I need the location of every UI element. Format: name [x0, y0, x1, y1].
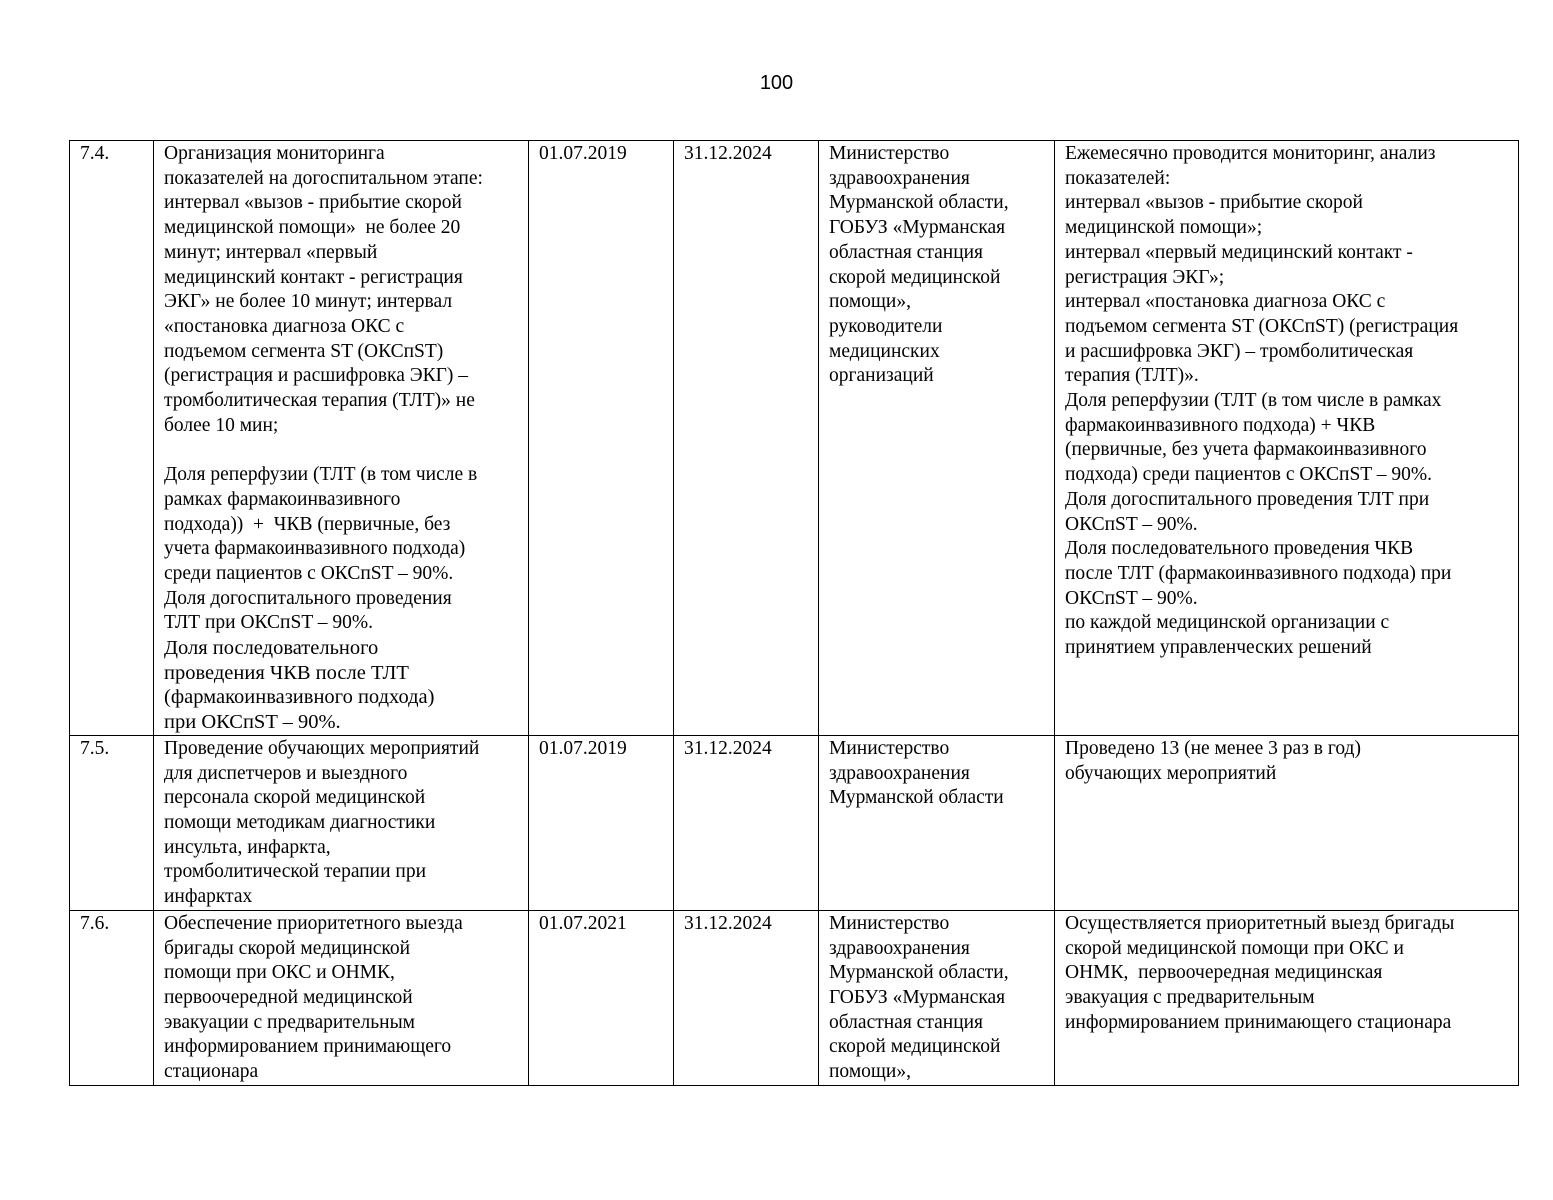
responsible-text: Министерство здравоохранения Мурманской области: [829, 737, 1004, 809]
result-text: Проведено 13 (не менее 3 раз в год) обучающих мероприятий: [1065, 737, 1361, 784]
responsible-cell: [819, 910, 1055, 1085]
end-date: 31.12.2024: [684, 143, 772, 164]
action-text: Обеспечение приоритетного выезда бригады скорой медицинской помощи при ОКС и ОНМК, первоочередной медицинской эвакуации с предварительным информированием принимающего стационара: [164, 912, 463, 1083]
row-number-cell: [70, 141, 154, 736]
row-number: 7.4.: [80, 143, 110, 164]
result-text: Ежемесячно проводится мониторинг, анализ показателей: интервал «вызов - прибытие скорой медицинской помощи»; интервал «первый медицинский контакт - регистрация ЭКГ»; интервал «постановка диагноза ОКС с подъемом сегмента ST (ОКСпST) (регистрация и расшифровка ЭКГ) – тромболитическая терапия (ТЛТ)». Доля реперфузии (ТЛТ (в том числе в рамках фармакоинвазивного подхода) + ЧКВ (первичные, без учета фармакоинвазивного подхода) среди пациентов с ОКСпST – 90%. Доля догоспитального проведения ТЛТ при ОКСпST – 90%. Доля последовательного проведения ЧКВ после ТЛТ (фармакоинвазивного подхода) при ОКСпST – 90%. по каждой медицинской организации с принятием управленческих решений: [1065, 143, 1459, 659]
action-text: Организация мониторинга показателей на догоспитальном этапе: интервал «вызов - прибытие скорой медицинской помощи» не более 20 минут; интервал «первый медицинский контакт - регистрация ЭКГ» не более 10 минут; интервал «постановка диагноза ОКС с подъемом сегмента ST (ОКСпST) (регистрация и расшифровка ЭКГ) – тромболитическая терапия (ТЛТ)» не более 10 мин; Доля реперфузии (ТЛТ (в том числе в рамках фармакоинвазивного подхода)) + ЧКВ (первичные, без учета фармакоинвазивного подхода) среди пациентов с ОКСпST – 90%. Доля догоспитального проведения ТЛТ при ОКСпST – 90%.: [164, 143, 483, 634]
row-number-cell: [70, 910, 154, 1085]
end-date: 31.12.2024: [684, 912, 772, 934]
start-date: 01.07.2019: [539, 737, 627, 759]
end-date-cell: [674, 910, 819, 1085]
responsible-text: Министерство здравоохранения Мурманской области, ГОБУЗ «Мурманская областная станция скорой медицинской помощи»,: [829, 912, 1009, 1083]
end-date-cell: [674, 735, 819, 910]
row-number: 7.6.: [80, 912, 110, 934]
start-date-cell: [529, 910, 674, 1085]
end-date-cell: [674, 141, 819, 736]
table-row: [70, 735, 1519, 910]
action-cell: [154, 141, 529, 736]
responsible-cell: [819, 141, 1055, 736]
result-text: Осуществляется приоритетный выезд бригады скорой медицинской помощи при ОКС и ОНМК, первоочередная медицинская эвакуация с предварительным информированием принимающего стационара: [1065, 912, 1455, 1033]
table-row: [70, 910, 1519, 1085]
row-number: 7.5.: [80, 737, 110, 759]
measures-table: [69, 140, 1519, 1086]
start-date: 01.07.2021: [539, 912, 627, 934]
page-number: 100: [759, 72, 794, 94]
action-cell: [154, 910, 529, 1085]
table-row: [70, 141, 1519, 736]
responsible-cell: [819, 735, 1055, 910]
action-text-extra: Доля последовательного проведения ЧКВ после ТЛТ (фармакоинвазивного подхода) при ОКСпST – 90%.: [164, 637, 435, 734]
start-date-cell: [529, 141, 674, 736]
action-text: Проведение обучающих мероприятий для диспетчеров и выездного персонала скорой медицинской помощи методикам диагностики инсульта, инфаркта, тромболитической терапии при инфарктах: [164, 737, 480, 908]
result-cell: [1055, 910, 1519, 1085]
action-cell: [154, 735, 529, 910]
responsible-text: Министерство здравоохранения Мурманской области, ГОБУЗ «Мурманская областная станция скорой медицинской помощи», руководители медицинских организаций: [829, 143, 1009, 387]
start-date: 01.07.2019: [539, 143, 627, 164]
row-number-cell: [70, 735, 154, 910]
result-cell: [1055, 735, 1519, 910]
result-cell: [1055, 141, 1519, 736]
start-date-cell: [529, 735, 674, 910]
end-date: 31.12.2024: [684, 737, 772, 759]
